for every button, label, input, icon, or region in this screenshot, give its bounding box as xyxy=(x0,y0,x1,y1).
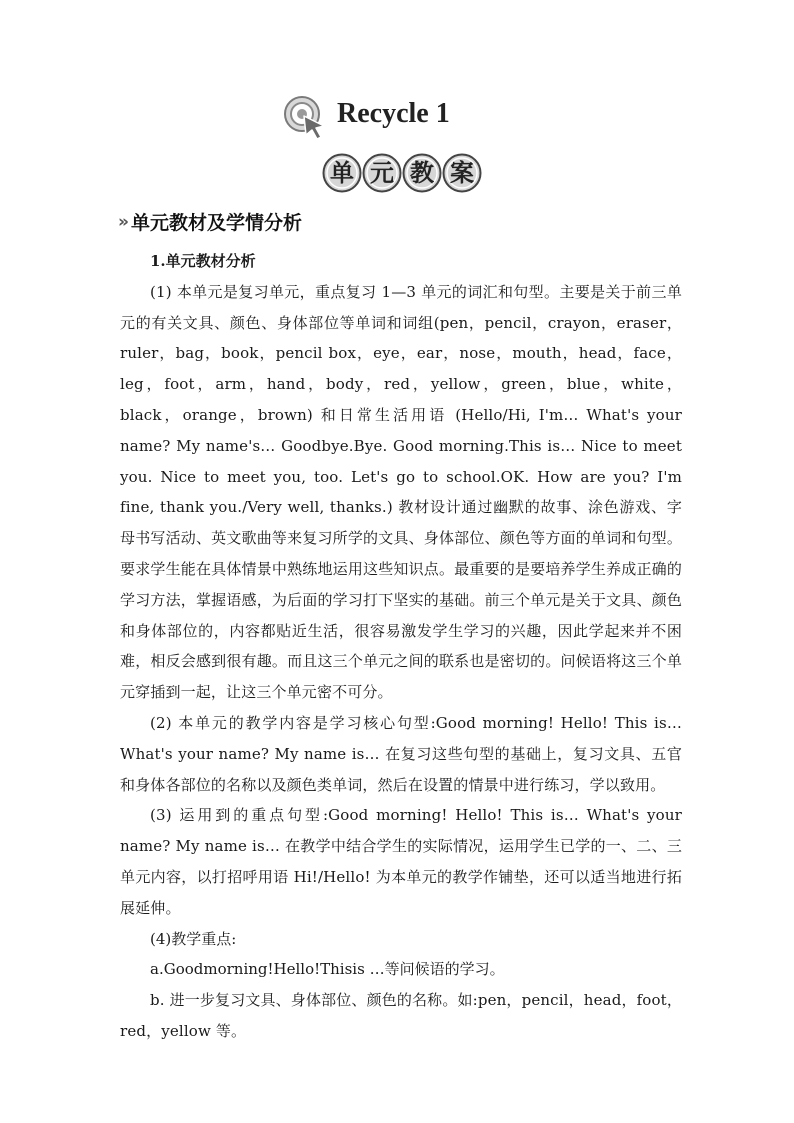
key-point-b: b. 进一步复习文具、身体部位、颜色的名称。如:pen，pencil，head，foot，red，yellow 等。 xyxy=(120,991,682,1040)
badge-char-text-4: 案 xyxy=(450,159,474,187)
badge-char-text-2: 元 xyxy=(370,159,394,187)
badge-char-3 xyxy=(402,153,442,193)
section-heading xyxy=(118,208,302,236)
document-body xyxy=(120,246,682,1047)
badge-char-1 xyxy=(322,153,362,193)
unit-plan-badges xyxy=(320,153,485,197)
title-row xyxy=(0,92,794,142)
badge-char-text-1: 单 xyxy=(330,159,354,187)
key-point-a: a.Goodmorning!Hello!Thisis …等问候语的学习。 xyxy=(150,960,505,979)
badge-char-2 xyxy=(362,153,402,193)
key-points-label: (4)教学重点: xyxy=(150,929,237,948)
badge-char-text-3: 教 xyxy=(410,159,434,187)
badge-char-4 xyxy=(442,153,482,193)
section-heading-text: 单元教材及学情分析 xyxy=(130,212,302,234)
paragraph-2: (2) 本单元的教学内容是学习核心句型:Good morning! Hello! This is… What's your name? My name is… 在复习这些句型的基础上，复习文具、五官和身体各部位的名称以及颜色类单词，然后在设置的情景中进行练习，学以致用。 xyxy=(120,713,682,794)
target-cursor-icon xyxy=(283,95,329,141)
paragraph-1: (1) 本单元是复习单元，重点复习 1—3 单元的词汇和句型。主要是关于前三单元的有关文具、颜色、身体部位等单词和词组(pen，pencil，crayon，eraser，ruler，bag，book，pencil box，eye，ear，nose，mouth，head，face，leg，foot，arm，hand，body，red，yellow，green，blue，white，black，orange，brown) 和日常生活用语 (Hello/Hi, I'm… What's your name? My name's… Goodbye.Bye. Good morning.This is… Nice to meet you. Nice to meet you, too. Let's go to school.OK. How are you? I'm fine, thank you./Very well, thanks.) 教材设计通过幽默的故事、涂色游戏、字母书写活动、英文歌曲等来复习所学的文具、身体部位、颜色等方面的单词和句型。要求学生能在具体情景中熟练地运用这些知识点。最重要的是要培养学生养成正确的学习方法，掌握语感，为后面的学习打下坚实的基础。前三个单元是关于文具、颜色和身体部位的，内容都贴近生活，很容易激发学生学习的兴趣，因此学起来并不困难，相反会感到很有趣。而且这三个单元之间的联系也是密切的。问候语将这三个单元穿插到一起，让这三个单元密不可分。 xyxy=(120,282,682,702)
double-chevron-icon: » xyxy=(118,212,125,232)
paragraph-3: (3) 运用到的重点句型:Good morning! Hello! This is… What's your name? My name is… 在教学中结合学生的实际情况，运用学生已学的一、二、三单元内容，以打招呼用语 Hi!/Hello! 为本单元的教学作铺垫，还可以适当地进行拓展延伸。 xyxy=(120,806,682,917)
page-title: Recycle 1 xyxy=(337,98,450,129)
subsection-heading: 1.单元教材分析 xyxy=(150,252,256,270)
